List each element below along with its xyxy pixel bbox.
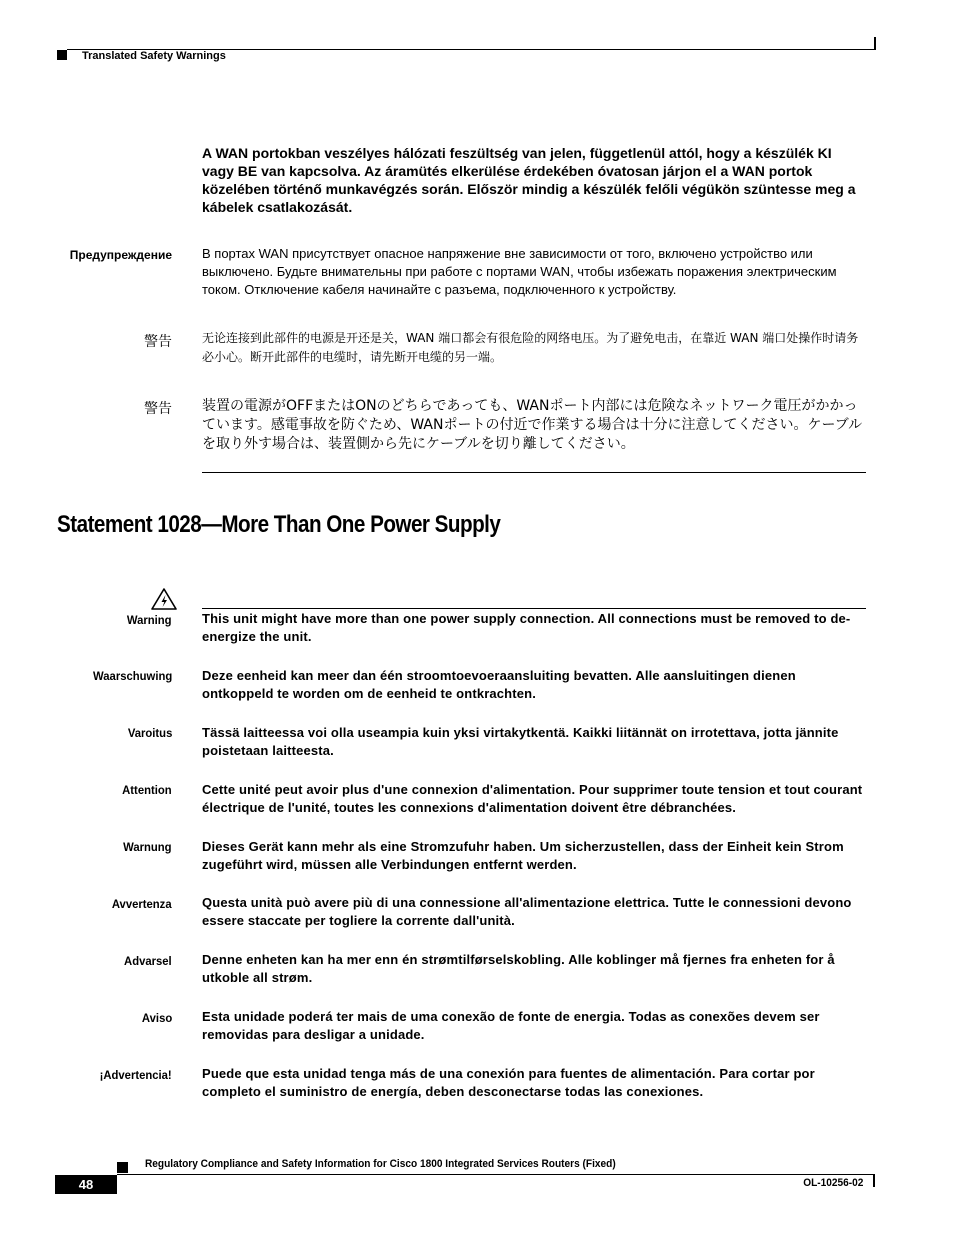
header-marker [57,50,67,60]
footer-marker [117,1162,128,1173]
running-header-title: Translated Safety Warnings [82,50,226,62]
footer-title: Regulatory Compliance and Safety Information for Cisco 1800 Integrated Services Routers (Fixed) [145,1158,616,1170]
warning-label-chinese: 警告 [144,334,172,350]
statement-label-avvertenza: Avvertenza [112,897,172,911]
section-heading: Statement 1028—More Than One Power Supply [57,511,501,538]
statement-text-portuguese: Esta unidade poderá ter mais de uma conexão de fonte de energia. Todas as conexões devem ser removidas para desligar a unidade. [202,1009,820,1042]
statement-label-waarschuwing: Waarschuwing [92,669,172,683]
footer-tick [873,1175,875,1187]
header-rule [67,49,875,50]
statement-text-italian: Questa unità può avere più di una connessione all'alimentazione elettrica. Tutte le connessioni devono essere staccate per togliere la corrente dall'unità. [202,895,852,928]
statement-text-spanish: Puede que esta unidad tenga más de una conexión para fuentes de alimentación. Para cortar por completo el suministro de energía, deben desconectarse todas las conexiones. [202,1066,815,1099]
statement-text-dutch: Deze eenheid kan meer dan één stroomtoevoeraansluiting bevatten. Alle aansluitingen dienen ontkoppeld te worden om de eenheid te ontkrachten. [202,668,796,701]
statement-text-german: Dieses Gerät kann mehr als eine Stromzufuhr haben. Um sicherzustellen, dass der Einheit kein Strom zugeführt wird, müssen alle Verbindungen entfernt werden. [202,839,844,872]
statement-label-aviso: Aviso [141,1011,172,1025]
warning-triangle-icon [151,588,177,610]
statement-label-attention: Attention [122,783,172,797]
statement-text-finnish: Tässä laitteessa voi olla useampia kuin yksi virtakytkentä. Kaikki liitännät on irrotettava, jotta jännite poistetaan laitteesta. [202,725,839,758]
warning-label-russian: Предупреждение [69,248,172,262]
page-number: 48 [55,1175,117,1194]
statement-label-advarsel: Advarsel [124,954,172,968]
warning-text-japanese: 装置の電源がOFFまたはONのどちらであっても、WANポート内部には危険なネットワーク電圧がかかっています。感電事故を防ぐため、WANポートの付近で作業する場合は十分に注意してください。ケーブルを取り外す場合は、装置側から先にケーブルを切り離してください。 [202,398,863,452]
statement-label-warnung: Warnung [123,840,172,854]
statement-label-varoitus: Varoitus [127,726,172,740]
statement-text-norwegian: Denne enheten kan ha mer enn én strømtilførselskobling. Alle koblinger må fjernes fra enheten for å utkoble all strøm. [202,952,835,985]
statement-text-english: This unit might have more than one power supply connection. All connections must be removed to de-energize the unit. [202,611,851,644]
statement-label-warning: Warning [127,613,172,627]
statement-text-french: Cette unité peut avoir plus d'une connexion d'alimentation. Pour supprimer toute tension et tout courant électrique de l'unité, toutes les connexions d'alimentation doivent être débranchées. [202,782,863,815]
warning-label-japanese: 警告 [144,401,172,417]
warning-rule [202,608,866,609]
warning-text-russian: В портах WAN присутствует опасное напряжение вне зависимости от того, включено устройство или выключено. Будьте внимательны при работе с портами WAN, чтобы избежать поражения электрическим током. Отключение кабеля начинайте с разъема, подключенного к устройству. [202,246,837,297]
header-tick [874,37,876,50]
warning-text-chinese: 无论连接到此部件的电源是开还是关，WAN 端口都会有很危险的网络电压。为了避免电击，在靠近 WAN 端口处操作时请务必小心。断开此部件的电缆时，请先断开电缆的另一端。 [202,331,859,364]
document-number: OL-10256-02 [802,1177,863,1189]
section-separator [202,472,866,473]
warning-text-hungarian: A WAN portokban veszélyes hálózati feszültség van jelen, függetlenül attól, hogy a készülék KI vagy BE van kapcsolva. Az áramütés elkerülése érdekében óvatosan járjon el a WAN portok közelében történő munkavégzés során. Először mindig a készülék felőli végükön szüntesse meg a kábelek csatlakozását. [202,145,856,215]
footer-rule [117,1174,875,1175]
statement-label-advertencia: ¡Advertencia! [99,1068,172,1082]
